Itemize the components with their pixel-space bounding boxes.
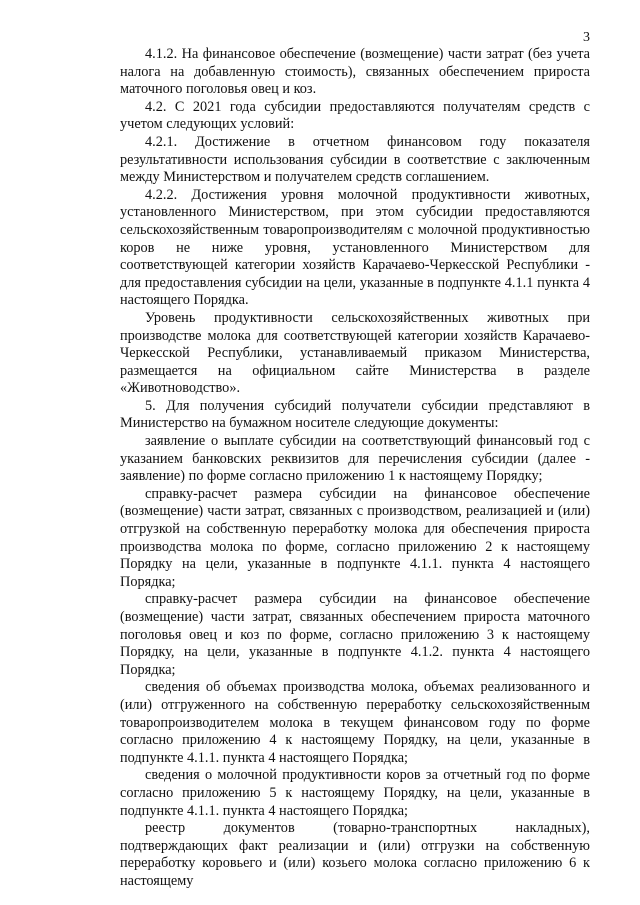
paragraph-5: 5. Для получения субсидий получатели субсидии представляют в Министерство на бумажном носителе следующие документы: bbox=[120, 397, 590, 432]
paragraph-4-2-2: 4.2.2. Достижения уровня молочной продуктивности животных, установленного Министерством, при этом субсидии предоставляются сельскохозяйственным товаропроизводителям с молочной продуктивностью коров не ниже уровня, установленного Министерством для соответствующей категории хозяйств Карачаево-Черкесской Республики - для предоставления субсидии на цели, указанные в подпункте 4.1.1 пункта 4 настоящего Порядка. bbox=[120, 186, 590, 309]
paragraph-4-2-1: 4.2.1. Достижение в отчетном финансовом году показателя результативности использования субсидии в соответствие с заключенным между Министерством и получателем средств соглашением. bbox=[120, 133, 590, 186]
list-item-calculation-sheep-goats: справку-расчет размера субсидии на финансовое обеспечение (возмещение) части затрат, связанных обеспечением прироста маточного поголовья овец и коз по форме, согласно приложению 3 к настоящему Порядку, на цели, указанные в подпункте 4.1.2. пункта 4 настоящего Порядка; bbox=[120, 591, 590, 678]
document-body bbox=[120, 46, 590, 891]
list-item-application: заявление о выплате субсидии на соответствующий финансовый год с указанием банковских реквизитов для перечисления субсидии (далее - заявление) по форме согласно приложению 1 к настоящему Порядку; bbox=[120, 433, 590, 485]
list-item-milk-productivity: сведения о молочной продуктивности коров за отчетный год по форме согласно приложению 5 к настоящему Порядку, на цели, указанные в подпункте 4.1.1. пункта 4 настоящего Порядка; bbox=[120, 767, 590, 819]
list-item-calculation-milk: справку-расчет размера субсидии на финансовое обеспечение (возмещение) части затрат, связанных с производством, реализацией и (или) отгрузкой на собственную переработку молока для обеспечения прироста производства молока по форме, согласно приложению 2 к настоящему Порядку на цели, указанные в подпункте 4.1.1. пункта 4 настоящего Порядка; bbox=[120, 485, 590, 590]
paragraph-4-1-2: 4.1.2. На финансовое обеспечение (возмещение) части затрат (без учета налога на добавленную стоимость), связанных обеспечением прироста маточного поголовья овец и коз. bbox=[120, 46, 590, 98]
paragraph-productivity-level: Уровень продуктивности сельскохозяйственных животных при производстве молока для соответствующей категории хозяйств Карачаево-Черкесской Республики, устанавливаемый приказом Министерства, размещается на официальном сайте Министерства в разделе «Животноводство». bbox=[120, 309, 590, 397]
page-number: 3 bbox=[583, 30, 590, 45]
list-item-document-register: реестр документов (товарно-транспортных накладных), подтверждающих факт реализации и (или) отгрузки на собственную переработку коровьего и (или) козьего молока согласно приложению 6 к настоящему bbox=[120, 820, 590, 889]
paragraph-4-2: 4.2. С 2021 года субсидии предоставляются получателям средств с учетом следующих условий: bbox=[120, 98, 590, 133]
list-item-production-volumes: сведения об объемах производства молока, объемах реализованного и (или) отгруженного на собственную переработку сельскохозяйственным товаропроизводителем молока в текущем финансовом году по форме согласно приложению 4 к настоящему Порядку, на цели, указанные в подпункте 4.1.1. пункта 4 настоящего Порядка; bbox=[120, 679, 590, 766]
